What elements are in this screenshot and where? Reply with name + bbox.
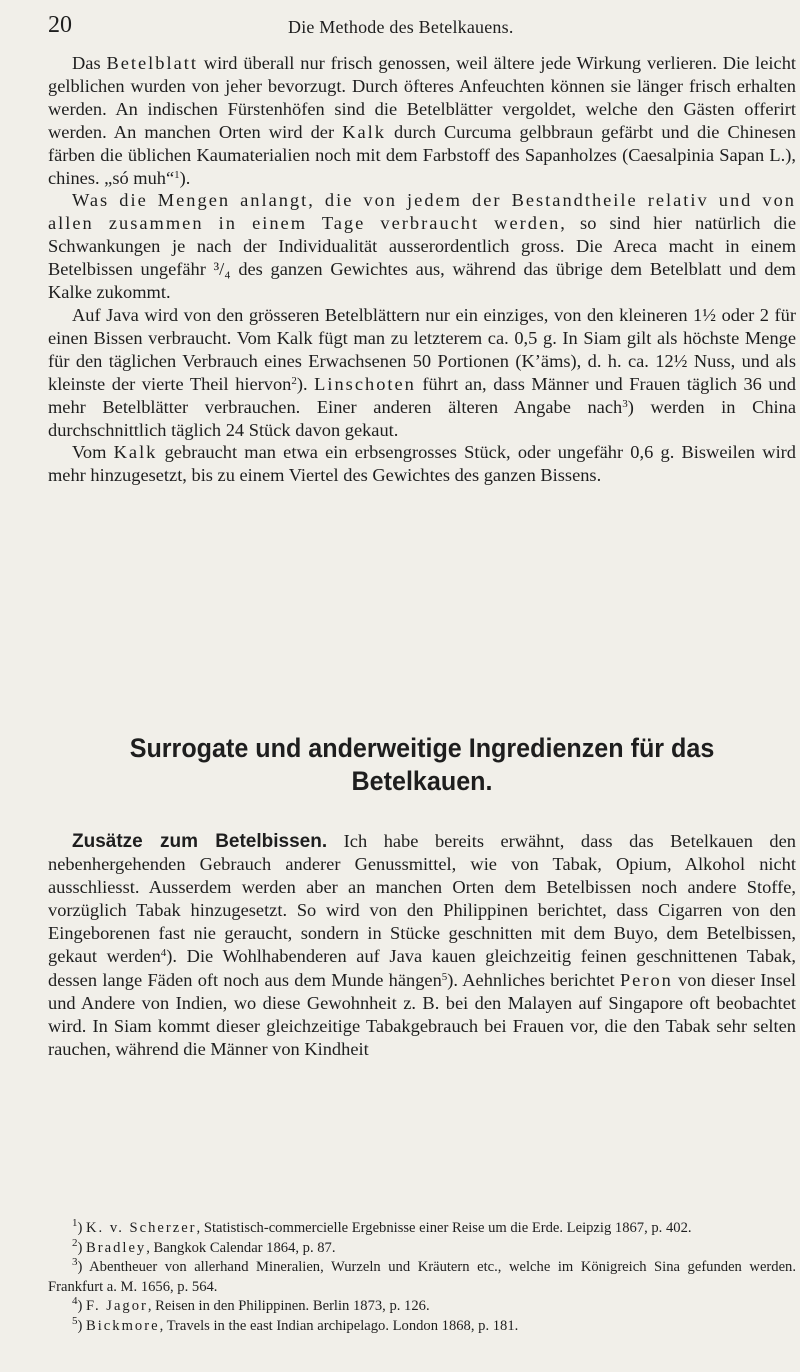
footnote: $^2$) Bradley, Bangkok Calendar 1864, p. 87. [72,1236,336,1256]
footnote-text: , Bangkok Calendar 1864, p. 87. [146,1239,336,1256]
text-run: wird überall nur frisch genossen, weil ältere jede Wirkung verlieren. Die leicht gelblichen wurden von jeher bevorzugt. Durch öfteres Anfeuchten können sie länger frisch erhalten werden. An indischen Fürstenhöfen sind die Betelblätter vergoldet, welche den Gästen offerirt werden. An manchen Orten wird der [48,53,797,142]
footnote-ref: 4 [160,947,167,960]
text-run: Auf Java wird von den grösseren Betelblättern nur ein einziges, von den kleineren 1½ oder 2 für einen Bissen verbraucht. Vom Kalk fügt man zu letzterem ca. 0,5 g. In Siam gilt als höchste Menge für den täglichen Verbrauch eines Erwachsenen 50 Portionen (K’äms), d. h. ca. 12½ Nuss, und als kleinste der vierte Theil hiervon [48,304,796,394]
spaced-term: Peron [619,969,673,990]
footnote-author: K. v. Scherzer [86,1220,197,1236]
text-run: führt an, dass Männer und Frauen täglich 36 und mehr Betelblätter verbrauchen. Einer anderen älteren Angabe nach [48,373,796,417]
footnote-author: Bickmore [86,1317,160,1334]
footnote: $^4$) F. Jagor, Reisen in den Philippinen. Berlin 1873, p. 126. [72,1295,430,1314]
page-header [48,12,780,42]
footnotes [48,1219,796,1336]
spaced-term: Kalk [342,121,386,142]
section-heading-line: Betelkauen. [351,766,493,796]
text-run: ). Aehnliches berichtet [447,969,620,990]
footnote-mark: 2 [72,1236,78,1249]
footnote-author: Bradley [86,1239,147,1256]
run-in-heading: Zusätze zum Betelbissen. [72,831,328,852]
text-run: ) werden in China durchschnittlich täglich 24 Stück davon gekaut. [48,396,797,440]
section-text [48,830,796,1061]
spaced-term: Linschoten [314,373,416,394]
section-heading-line: Surrogate und anderweitige Ingredienzen für das [129,733,715,763]
footnote-ref: 1 [174,168,180,181]
paragraph-betelblatt [48,52,796,189]
section-heading [74,732,770,798]
spaced-term: Betelblatt [106,53,198,73]
footnote: $^3$) Abentheuer von allerhand Mineralien, Wurzeln und Kräutern etc., welche im Königreich Sina gefunden werden. Frankfurt a. M. 1656, p. 564. [48,1256,797,1295]
footnote-mark: 1 [72,1217,78,1229]
text-run: Vom [72,442,114,463]
footnote-text: Abentheuer von allerhand Mineralien, Wurzeln und Kräutern etc., welche im Königreich Sina gefunden werden. Frankfurt a. M. 1656, p. 564. [48,1259,797,1295]
text-run: Das [72,53,107,73]
text-run: so sind hier natürlich die Schwankungen je nach der Individualität ausserordentlich gross. Die Areca macht in einem Betelbissen ungefähr ³/₄ des ganzen Gewichtes aus, während das übrige dem Betelblatt und dem Kalke zukommt. [48,213,796,303]
footnote-ref: 5 [441,970,448,983]
footnote: $^1$) K. v. Scherzer, Statistisch-commercielle Ergebnisse einer Reise um die Erde. Leipzig 1867, p. 402. [72,1217,692,1236]
footnote-mark: 3 [72,1256,78,1268]
paragraph-mengen [48,189,796,304]
footnote-text: , Statistisch-commercielle Ergebnisse einer Reise um die Erde. Leipzig 1867, p. 402. [196,1220,692,1236]
footnote-mark: 5 [72,1314,78,1327]
page-number: 20 [48,12,72,38]
text-run: Ich habe bereits erwähnt, dass das Betelkauen den nebenhergehenden Gebrauch anderer Genussmittel, wie von Tabak, Opium, Alkohol nicht ausschliesst. Ausserdem werden aber an manchen Orten dem Betelbissen noch andere Stoffe, vorzüglich Tabak hinzugesetzt. So wird von den Philippinen berichtet, dass Cigarren von den Eingeborenen fast nie geraucht, sondern in Stücke geschnitten mit dem Buyo, dem Betelbissen, gekaut werden [48,831,796,967]
footnote-ref: 2 [291,374,297,387]
footnote-author: F. Jagor [86,1298,148,1314]
paragraph-java [48,304,796,441]
text-run: ). [296,373,315,394]
text-run: durch Curcuma gelbbraun gefärbt und die Chinesen färben die üblichen Kaumaterialien noch mit dem Farbstoff des Sapanholzes (Caesalpinia Sapan L.), chines. „só muh“ [48,121,797,188]
text-run: ). [179,167,191,188]
spaced-term: Kalk [113,442,158,463]
spaced-term: Was die Mengen anlangt, die von jedem der Bestandtheile relativ und von allen zusammen in einem Tage verbraucht werden, [48,190,796,234]
main-text [48,52,796,487]
footnote-ref: 3 [622,397,628,410]
text-run: gebraucht man etwa ein erbsengrosses Stück, oder ungefähr 0,6 g. Bisweilen wird mehr hinzugesetzt, bis zu einem Viertel des Gewichtes des ganzen Bissens. [48,442,796,486]
footnote-text: , Reisen in den Philippinen. Berlin 1873, p. 126. [147,1298,430,1314]
footnote-text: , Travels in the east Indian archipelago. London 1868, p. 181. [159,1317,519,1334]
text-run: ). Die Wohlhabenderen auf Java kauen gleichzeitig feinen geschnittenen Tabak, dessen lange Fäden oft noch aus dem Munde hängen [48,946,796,990]
text-run: von dieser Insel und Andere von Indien, wo diese Gewohnheit z. B. bei den Malayen auf Singapore oft beobachtet wird. In Siam kommt dieser gleichzeitige Tabakgebrauch bei Frauen vor, die den Tabak sehr selten rauchen, während die Männer von Kindheit [48,969,796,1059]
footnote: $^5$) Bickmore, Travels in the east Indian archipelago. London 1868, p. 181. [72,1314,519,1334]
running-head: Die Methode des Betelkauens. [288,17,514,37]
paragraph-zusaetze [48,830,796,1061]
paragraph-kalk [48,441,796,487]
footnote-mark: 4 [72,1295,78,1307]
